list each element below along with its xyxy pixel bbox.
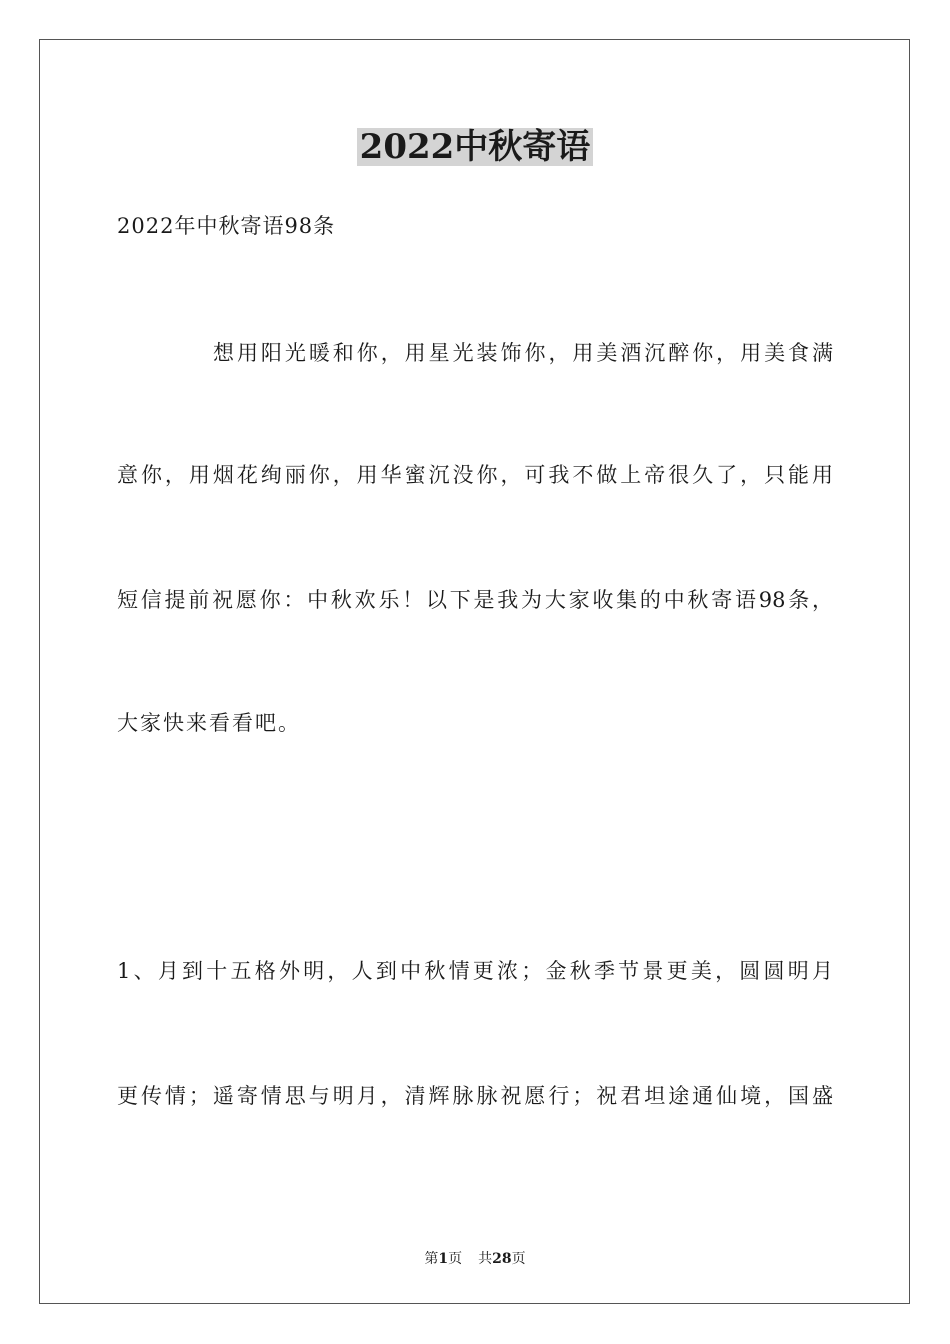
footer-page-prefix: 第	[424, 1251, 439, 1267]
intro-line-3: 短信提前祝愿你：中秋欢乐！以下是我为大家收集的中秋寄语98条，	[117, 588, 833, 612]
footer-page-total: 28	[492, 1251, 512, 1267]
item-line-1: 1、月到十五格外明，人到中秋情更浓；金秋季节景更美，圆圆明月	[117, 959, 833, 983]
footer-total-unit: 页	[511, 1251, 526, 1267]
page-footer	[0, 1248, 950, 1268]
footer-total-prefix: 共	[478, 1251, 493, 1267]
intro-line-1: 想用阳光暖和你，用星光装饰你，用美酒沉醉你，用美食满	[213, 341, 833, 365]
footer-page-current: 1	[438, 1251, 449, 1267]
intro-line-2: 意你，用烟花绚丽你，用华蜜沉没你，可我不做上帝很久了，只能用	[117, 463, 833, 487]
document-title: 2022中秋寄语	[357, 128, 594, 166]
footer-page-unit: 页	[448, 1251, 463, 1267]
item-line-2: 更传情；遥寄情思与明月，清辉脉脉祝愿行；祝君坦途通仙境，国盛	[117, 1084, 833, 1108]
intro-line-4: 大家快来看看吧。	[117, 711, 301, 735]
document-title-wrap	[0, 128, 950, 166]
document-subtitle: 2022年中秋寄语98条	[117, 214, 336, 238]
